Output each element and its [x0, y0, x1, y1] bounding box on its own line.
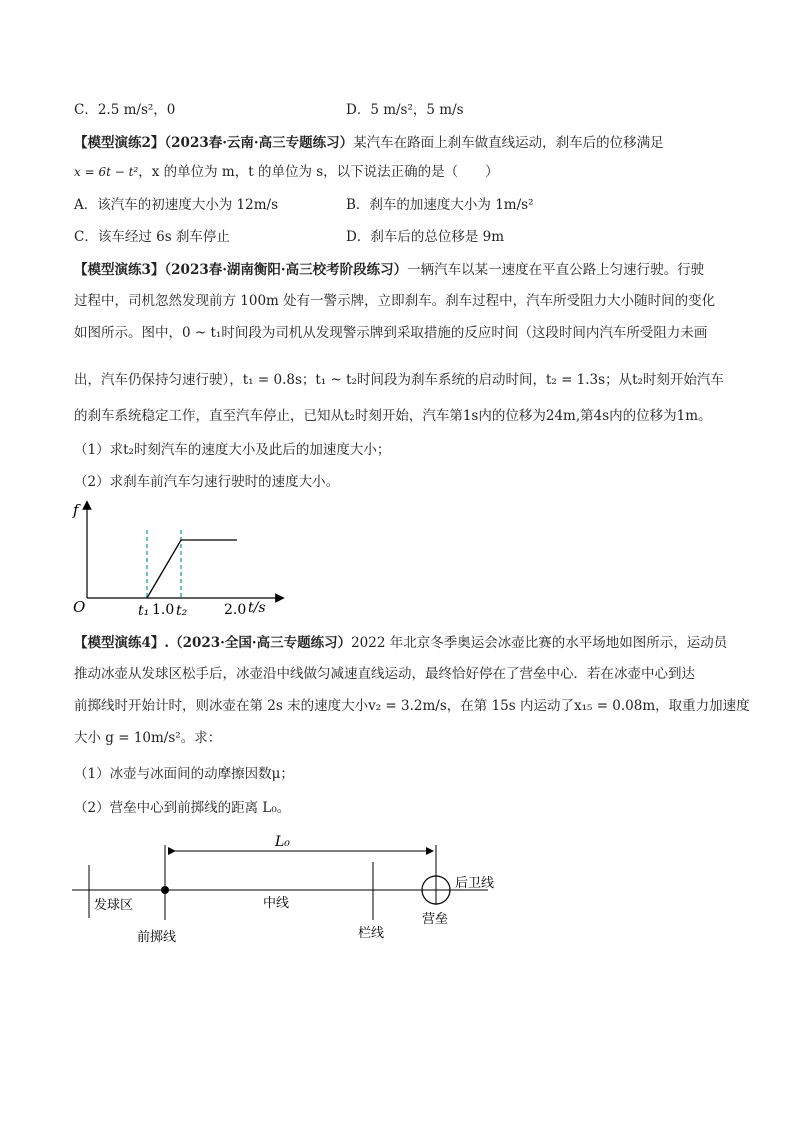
- question-3-header: [74, 260, 704, 280]
- friction-curve: [147, 540, 237, 598]
- question-4-header: [74, 633, 727, 653]
- question-tag: 【模型演练4】: [74, 635, 165, 651]
- option-d: D．刹车后的总位移是 9m: [346, 229, 505, 245]
- house-label: 营垒: [422, 912, 449, 927]
- tick-label-1-0: 1.0: [152, 602, 175, 618]
- tick-label-2-0: 2.0: [224, 602, 247, 618]
- question-text: 一辆汽车以某一速度在平直公路上匀速行驶。行驶: [407, 262, 705, 278]
- question-source: （2023春·湖南衡阳·高三校考阶段练习）: [164, 262, 408, 278]
- y-axis-label: f: [73, 501, 79, 519]
- question-text: 的刹车系统稳定工作，直至汽车停止，已知从t₂时刻开始，汽车第1s内的位移为24m,第4s内的位移为1m。: [74, 408, 712, 424]
- question-text: 大小 g = 10m/s²。求：: [74, 730, 222, 746]
- tick-label-t2: t₂: [176, 603, 188, 619]
- curling-field-diagram: [60, 820, 520, 950]
- question-tag: 【模型演练2】: [74, 135, 165, 151]
- question-text: 前掷线时开始计时，则冰壶在第 2s 末的速度大小v₂ = 3.2m/s，在第 15s 内运动了x₁₅ = 0.08m，取重力加速度: [74, 698, 750, 714]
- subquestion-2: （2）营垒中心到前掷线的距离 L₀。: [74, 800, 291, 816]
- curling-stone-dot: [161, 886, 169, 894]
- question-text: 某汽车在路面上刹车做直线运动，刹车后的位移满足: [353, 135, 664, 151]
- question-source: （2023春·云南·高三专题练习）: [164, 135, 354, 151]
- question-tag: 【模型演练3】: [74, 262, 165, 278]
- question-text: 出，汽车仍保持匀速行驶），t₁ = 0.8s；t₁ ~ t₂时间段为刹车系统的启动时间，t₂ = 1.3s；从t₂时刻开始汽车: [74, 372, 724, 388]
- l0-label: L₀: [275, 834, 290, 850]
- question-text: 过程中，司机忽然发现前方 100m 处有一警示牌，立即刹车。刹车过程中，汽车所受阻力大小随时间的变化: [74, 293, 716, 309]
- tick-label-t1: t₁: [138, 603, 150, 619]
- subquestion-2: （2）求刹车前汽车匀速行驶时的速度大小。: [74, 474, 340, 490]
- question-text: 如图所示。图中，0 ~ t₁时间段为司机从发现警示牌到采取措施的反应时间（这段时间内汽车所受阻力未画: [74, 325, 708, 341]
- question-text: 推动冰壶从发球区松手后，冰壶沿中线做匀减速直线运动，最终恰好停在了营垒中心．若在冰壶中心到达: [74, 666, 695, 682]
- option-d: D．5 m/s²，5 m/s: [346, 102, 464, 118]
- friction-time-graph: [60, 495, 300, 625]
- formula: x = 6t − t²: [74, 165, 139, 179]
- center-line-label: 中线: [263, 896, 290, 911]
- question-text: 2022 年北京冬季奥运会冰壶比赛的水平场地如图所示，运动员: [351, 635, 728, 651]
- option-c: C．2.5 m/s²，0: [74, 102, 176, 118]
- question-2-formula-line: [74, 162, 499, 182]
- bar-line-label: 栏线: [358, 926, 385, 941]
- origin-label: O: [73, 598, 86, 616]
- option-a: A．该汽车的初速度大小为 12m/s: [74, 197, 278, 213]
- question-2-header: [74, 133, 664, 153]
- option-b: B．刹车的加速度大小为 1m/s²: [346, 197, 534, 213]
- hog-front-label: 前掷线: [137, 930, 177, 945]
- serve-zone-label: 发球区: [94, 898, 134, 913]
- subquestion-1: （1）求t₂时刻汽车的速度大小及此后的加速度大小；: [74, 442, 391, 458]
- subquestion-1: （1）冰壶与冰面间的动摩擦因数μ；: [74, 766, 294, 782]
- back-line-label: 后卫线: [455, 876, 495, 891]
- question-text: ，x 的单位为 m，t 的单位为 s，以下说法正确的是（ ）: [138, 164, 499, 180]
- question-source: .（2023·全国·高三专题练习）: [164, 635, 352, 651]
- option-c: C．该车经过 6s 刹车停止: [74, 229, 230, 245]
- x-axis-label: t/s: [248, 600, 266, 616]
